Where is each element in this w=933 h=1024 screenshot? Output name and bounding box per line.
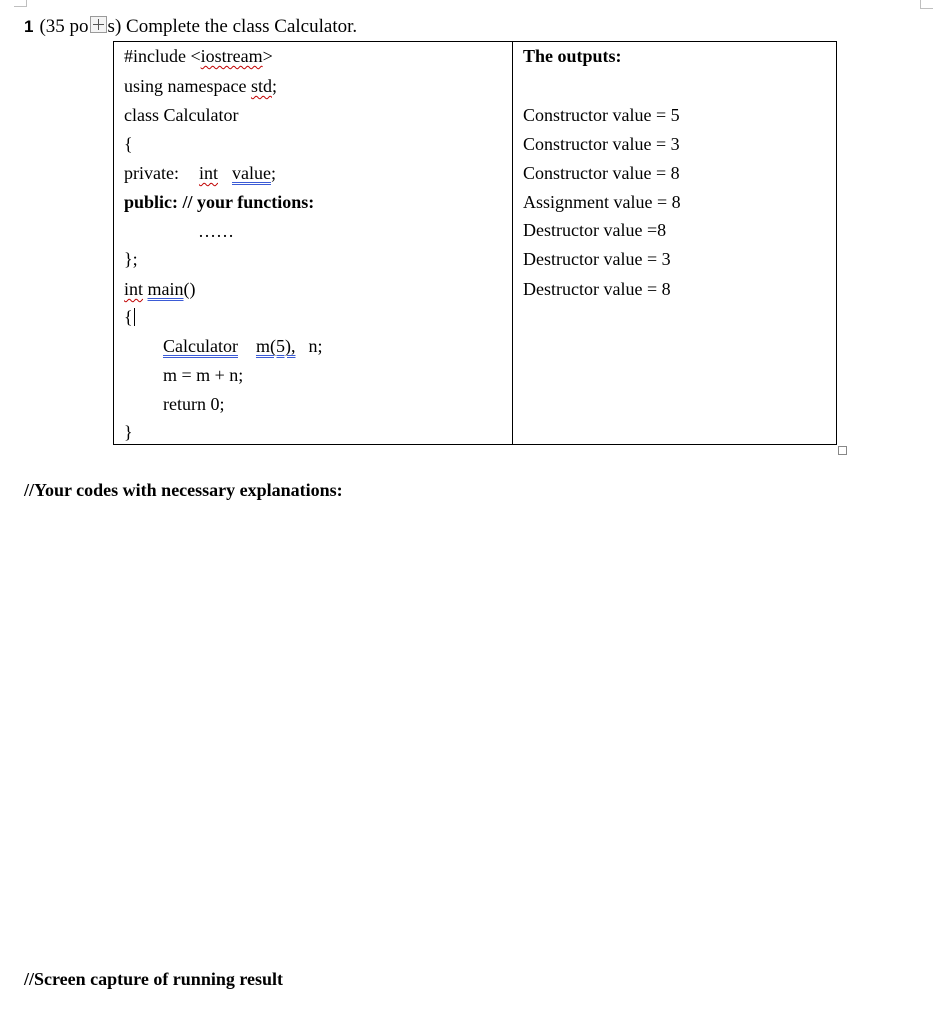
code-main-close-brace: } <box>124 422 133 442</box>
text-cursor <box>134 308 135 326</box>
code-ellipsis: …… <box>198 221 234 241</box>
code-include-line <box>124 45 273 67</box>
question-number: 1 <box>24 17 34 36</box>
output-line: Constructor value = 5 <box>523 105 680 125</box>
code-public-line: public: // your functions: <box>124 192 315 212</box>
code-class-line: class Calculator <box>124 105 239 125</box>
question-text-end: s) Complete the class Calculator. <box>107 16 358 37</box>
output-line: Destructor value = 8 <box>523 279 671 299</box>
code-main-open-brace <box>124 306 135 328</box>
using-namespace: std <box>250 76 272 96</box>
codes-prompt: //Your codes with necessary explanations: <box>24 480 343 500</box>
code-main-line <box>124 278 196 300</box>
question-text-start: (35 po <box>39 16 89 37</box>
main-open-brace: { <box>124 307 133 327</box>
output-line: Destructor value = 3 <box>523 249 671 269</box>
outputs-cell[interactable] <box>513 42 837 445</box>
private-semicolon: ; <box>270 163 276 183</box>
table-move-handle-icon[interactable] <box>90 16 107 33</box>
include-suffix: > <box>262 46 273 66</box>
output-line: Constructor value = 8 <box>523 163 680 183</box>
private-variable: value <box>232 163 271 183</box>
main-parens: () <box>183 279 196 299</box>
code-class-open-brace: { <box>124 134 133 154</box>
code-statement-1 <box>163 335 323 357</box>
output-line: Constructor value = 3 <box>523 134 680 154</box>
code-statement-3: return 0; <box>163 394 225 414</box>
code-statement-2: m = m + n; <box>163 365 244 385</box>
output-line: Assignment value = 8 <box>523 192 681 212</box>
main-name: main <box>147 279 184 299</box>
table-resize-handle-icon[interactable] <box>838 446 847 455</box>
page-corner-mark-right <box>920 0 933 9</box>
stmt1-type: Calculator <box>163 336 238 356</box>
stmt1-n: n; <box>308 336 323 356</box>
private-label: private: <box>124 163 179 183</box>
code-using-line <box>124 75 277 97</box>
page-corner-mark-left <box>14 0 27 7</box>
code-private-line <box>124 162 276 184</box>
include-library: iostream <box>200 46 263 66</box>
main-type: int <box>124 279 144 299</box>
outputs-header: The outputs: <box>523 46 622 66</box>
screen-capture-prompt: //Screen capture of running result <box>24 969 284 989</box>
include-prefix: #include < <box>124 46 201 66</box>
using-suffix: ; <box>271 76 277 96</box>
private-type: int <box>198 163 218 183</box>
question-heading <box>24 16 357 38</box>
using-prefix: using namespace <box>124 76 251 96</box>
output-line: Destructor value =8 <box>523 220 667 240</box>
code-class-close: }; <box>124 249 138 269</box>
stmt1-declarators: m(5), <box>255 336 296 356</box>
